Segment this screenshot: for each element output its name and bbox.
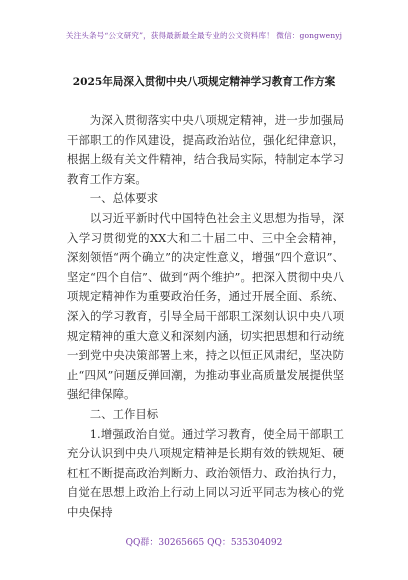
document-title: 2025年局深入贯彻中央八项规定精神学习教育工作方案	[72, 76, 336, 88]
section-heading-1: 一、总体要求	[89, 191, 159, 206]
section-heading-2: 二、工作目标	[89, 406, 159, 421]
general-requirements-paragraph: 以习近平新时代中国特色社会主义思想为指导，深入学习贯彻党的XX大和二十届二中、三中全会精神，深刻领悟“两个确立”的决定性意义，增强“四个意识”、坚定“四个自信”、做到“两个维护”。把深入贯彻中央八项规定精神作为重要政治任务，通过开展全面、系统、深入的学习教育，引导全局干部职工深刻认识中央八项规定精神的重大意义和深刻内涵，切实把思想和行动统一到党中央决策部署上来，持之以恒正风肃纪，坚决防止“四风”问题反弹回潮，为推动事业高质量发展提供坚强纪律保障。	[67, 210, 344, 402]
intro-paragraph: 为深入贯彻落实中央八项规定精神，进一步加强局干部职工的作风建设，提高政治站位，强化纪律意识，根据上级有关文件精神，结合我局实际，特制定本学习教育工作方案。	[67, 113, 344, 186]
document-body	[67, 111, 344, 522]
header-note: 关注头条号“公文研究”，获得最新最全最专业的公文资料库！ 微信：gongwenyj	[65, 31, 343, 40]
footer-note: QQ群：30265665 QQ：535304092	[125, 538, 283, 548]
goal-paragraph-1: 1.增强政治自觉。通过学习教育，使全局干部职工充分认识到中央八项规定精神是长期有效的铁规矩、硬杠杠不断提高政治判断力、政治领悟力、政治执行力，自觉在思想上政治上行动上同以习近平同志为核心的党中央保持	[67, 426, 344, 519]
